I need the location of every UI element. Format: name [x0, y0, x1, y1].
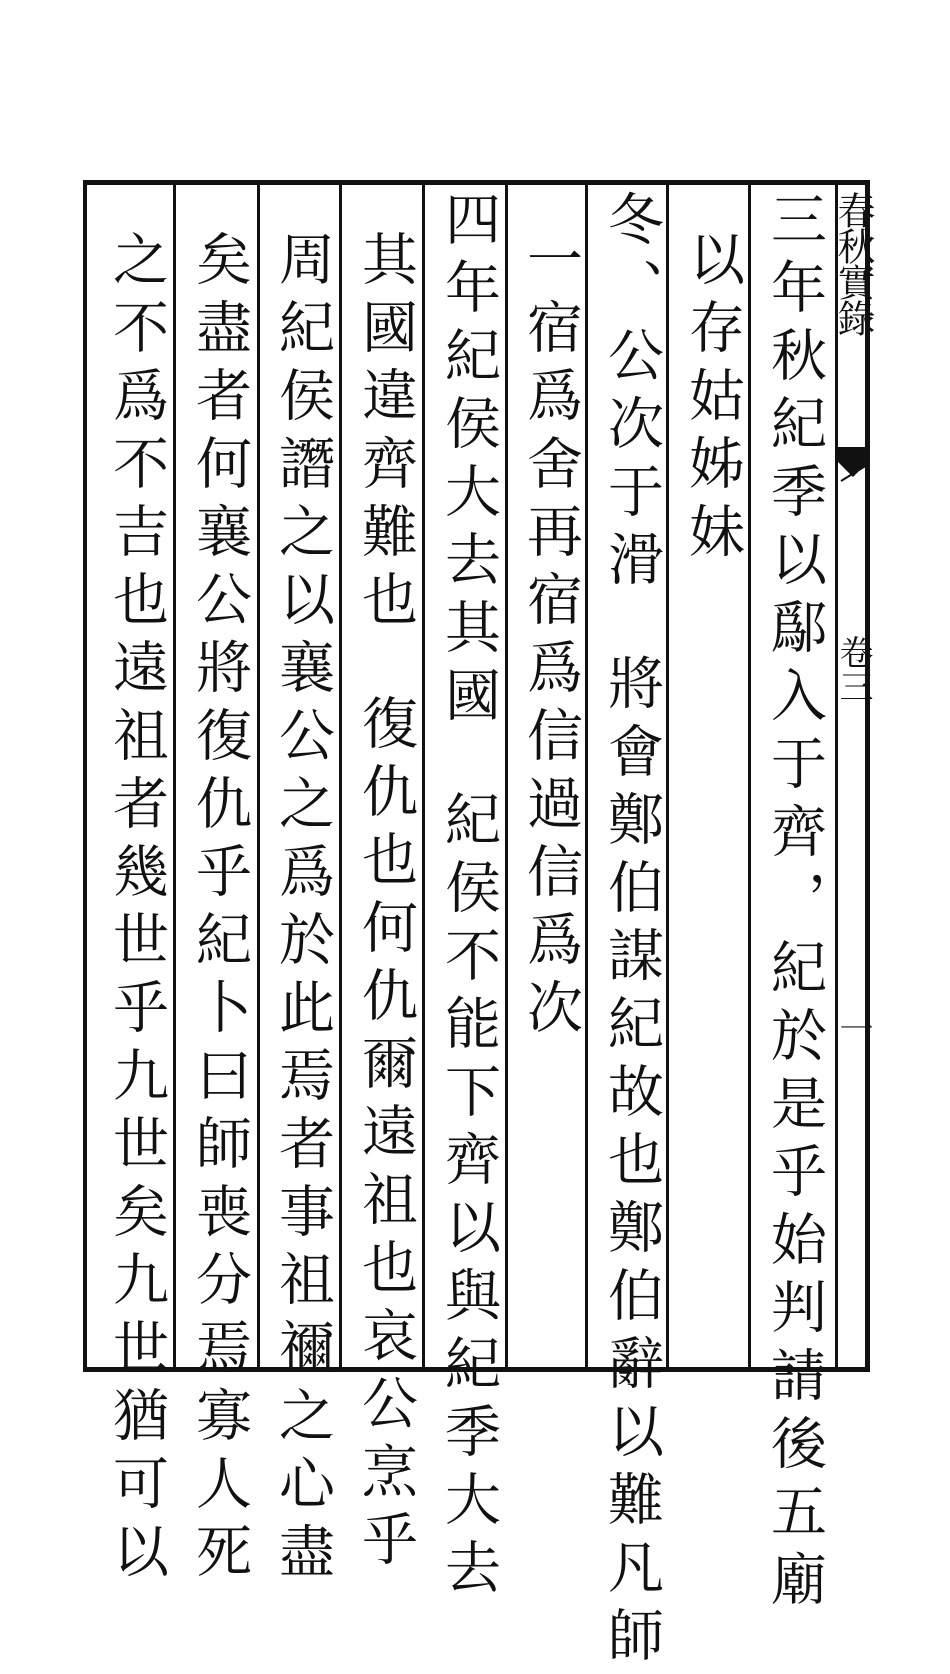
- text-column-6: [347, 190, 423, 1578]
- column-rule: [257, 183, 260, 1370]
- banxin-margin: [831, 185, 875, 1370]
- column-text-comment: 紀侯不能下齊以與紀季大去: [436, 790, 501, 1606]
- column-text-lead: 冬、公次于滑: [599, 190, 664, 598]
- text-column-5: [430, 190, 506, 1606]
- column-text: 三年秋紀季以鄬入于齊，紀於是乎始判請後五廟: [762, 190, 827, 1618]
- column-text: 周紀侯譖之以襄公之爲於此焉者事祖禰之心盡: [270, 230, 335, 1590]
- column-text-lead: 四年紀侯大去其國: [436, 190, 501, 734]
- column-text: 之不爲不吉也遠祖者幾世乎九世矣九世猶可以: [104, 230, 169, 1590]
- text-column-4: [512, 190, 588, 1408]
- juan-number: 卷三: [833, 635, 873, 703]
- column-text: 矣盡者何襄公將復仇乎紀卜曰師喪分焉寡人死: [187, 230, 252, 1590]
- column-text-comment: 將會鄭伯謀紀故也鄭伯辭以難凡師: [599, 654, 664, 1674]
- text-column-2: [674, 190, 750, 1408]
- text-column-9: [98, 190, 174, 1590]
- fishtail-mark: [837, 447, 869, 483]
- text-column-7: [264, 190, 340, 1590]
- column-text-lead: 其國違齊難也: [353, 230, 418, 638]
- text-column-8: [181, 190, 257, 1590]
- running-title: 春秋實錄: [831, 191, 875, 335]
- text-column-3: [593, 190, 669, 1674]
- column-text: 一宿爲舍再宿爲信過信爲次: [518, 230, 583, 1046]
- column-text: 以存姑姊妹: [680, 230, 745, 570]
- column-text-comment: 復仇也何仇爾遠祖也哀公烹乎: [353, 694, 418, 1578]
- text-column-1: [756, 190, 832, 1618]
- page-number: 一: [833, 1011, 873, 1045]
